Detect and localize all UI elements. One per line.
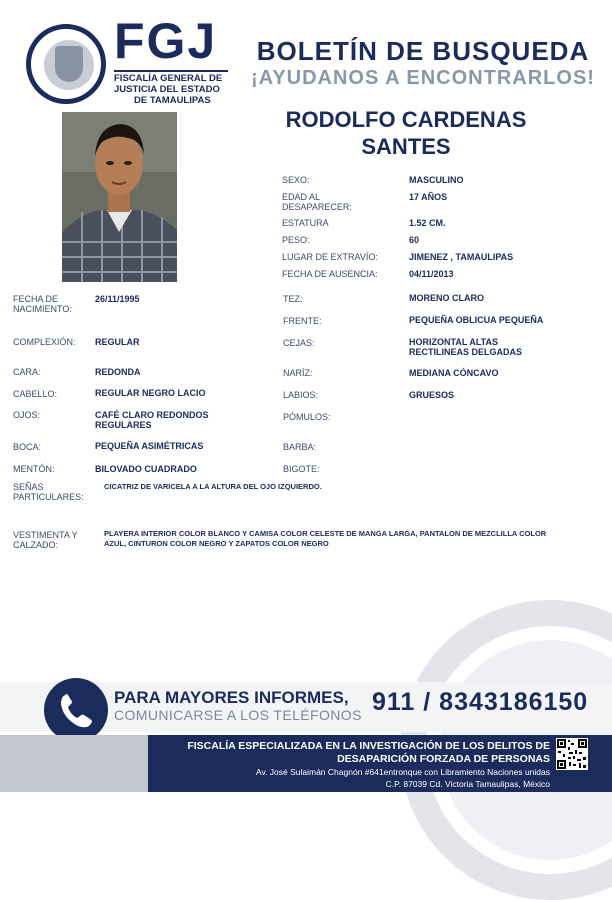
detail-value-date-absence: 04/11/2013 — [409, 269, 454, 279]
feature-value-birthdate: 26/11/1995 — [95, 294, 140, 304]
fgj-logo-subtitle — [114, 73, 234, 106]
detail-label-location: LUGAR DE EXTRAVÍO: — [282, 252, 378, 262]
feature-value-face: REDONDA — [95, 367, 141, 377]
feature-value-chin: BILOVADO CUADRADO — [95, 464, 197, 474]
footer-agency-line2: DESAPARICIÓN FORZADA DE PERSONAS — [337, 753, 550, 765]
feature-value-lips: GRUESOS — [409, 390, 455, 400]
feature-label-lips: LABIOS: — [283, 390, 319, 400]
logo-subtitle-line: DE TAMAULIPAS — [134, 95, 211, 106]
footer-address-line1: Av. José Sulaimán Chagnón #641entronque con Libramiento Naciones unidas — [255, 767, 550, 777]
feature-label-skin: TEZ: — [283, 294, 303, 304]
qr-code-pattern — [556, 738, 588, 770]
fgj-logo-text: FGJ — [114, 13, 218, 69]
feature-value-mouth: PEQUEÑA ASIMÉTRICAS — [95, 441, 204, 451]
detail-label-age: EDAD AL DESAPARECER: — [282, 192, 352, 212]
logo-divider — [114, 70, 228, 72]
feature-label-chin: MENTÓN: — [13, 464, 55, 474]
feature-label-mustache: BIGOTE: — [283, 464, 320, 474]
feature-value-skin: MORENO CLARO — [409, 293, 484, 303]
logo-subtitle-line: JUSTICIA DEL ESTADO — [114, 84, 220, 95]
detail-label-sex: SEXO: — [282, 175, 310, 185]
bulletin-title: BOLETÍN DE BUSQUEDA — [256, 36, 590, 66]
footer-agency-line1: FISCALÍA ESPECIALIZADA EN LA INVESTIGACIÓN DE LOS DELITOS DE — [187, 740, 550, 752]
feature-label-nose: NARÍZ: — [283, 368, 313, 378]
detail-value-weight: 60 — [409, 235, 420, 245]
detail-value-height: 1.52 CM. — [409, 218, 446, 228]
detail-label-weight: PESO: — [282, 235, 310, 245]
feature-value-forehead: PEQUEÑA OBLICUA PEQUEÑA — [409, 315, 544, 325]
feature-label-eyes: OJOS: — [13, 410, 41, 420]
detail-label-height: ESTATURA — [282, 218, 329, 228]
person-name-line1: RODOLFO CARDENAS — [285, 107, 527, 132]
footer-address-line2: C.P. 87039 Cd. Victoria Tamaulipas, México — [385, 779, 550, 789]
detail-label-date-absence: FECHA DE AUSENCIA: — [282, 269, 378, 279]
feature-value-hair: REGULAR NEGRO LACIO — [95, 388, 206, 398]
bulletin-subtitle: ¡AYUDANOS A ENCONTRARLOS! — [251, 67, 595, 89]
feature-label-birthdate: FECHA DE NACIMIENTO: — [13, 294, 72, 314]
feature-label-face: CARA: — [13, 367, 41, 377]
feature-label-build: COMPLEXIÓN: — [13, 337, 76, 347]
qr-code-icon — [556, 738, 588, 770]
feature-value-build: REGULAR — [95, 337, 140, 347]
more-info-subheading: COMUNICARSE A LOS TELÉFONOS — [114, 707, 362, 723]
detail-value-sex: MASCULINO — [409, 175, 464, 185]
clothing-label: VESTIMENTA Y CALZADO: — [13, 530, 78, 550]
contact-phone-number: 911 / 8343186150 — [372, 688, 589, 716]
phone-icon — [44, 678, 108, 742]
feature-value-nose: MEDIANA CÓNCAVO — [409, 368, 499, 378]
feature-value-eyebrows: HORIZONTAL ALTAS RECTILINEAS DELGADAS — [409, 337, 523, 357]
feature-label-mouth: BOCA: — [13, 442, 42, 452]
logo-subtitle-line: FISCALÍA GENERAL DE — [114, 73, 223, 84]
distinguishing-marks-value: CICATRIZ DE VARICELA A LA ALTURA DEL OJO IZQUIERDO. — [104, 482, 322, 491]
shield-icon — [55, 46, 83, 82]
feature-value-eyes: CAFÉ CLARO REDONDOS REGULARES — [95, 410, 209, 430]
phone-handset-icon — [44, 678, 108, 742]
person-photo-image — [62, 112, 177, 282]
clothing-value: PLAYERA INTERIOR COLOR BLANCO Y CAMISA COLOR CELESTE DE MANGA LARGA, PANTALON DE MEZCLILLA COLOR AZUL, CINTURON COLOR NEGRO Y ZAPATOS COLOR NEGRO — [104, 529, 547, 548]
feature-label-forehead: FRENTE: — [283, 316, 322, 326]
person-name — [248, 106, 564, 160]
detail-value-location: JIMENEZ , TAMAULIPAS — [409, 252, 514, 262]
person-name-line2: SANTES — [361, 134, 451, 159]
detail-value-age: 17 AÑOS — [409, 192, 448, 202]
more-info-heading: PARA MAYORES INFORMES, — [114, 688, 349, 707]
feature-label-cheekbones: PÓMULOS: — [283, 412, 331, 422]
feature-label-hair: CABELLO: — [13, 389, 58, 399]
feature-label-beard: BARBA: — [283, 442, 317, 452]
distinguishing-marks-label: SEÑAS PARTICULARES: — [13, 482, 84, 502]
person-photo — [62, 112, 177, 282]
feature-label-eyebrows: CEJAS: — [283, 338, 315, 348]
